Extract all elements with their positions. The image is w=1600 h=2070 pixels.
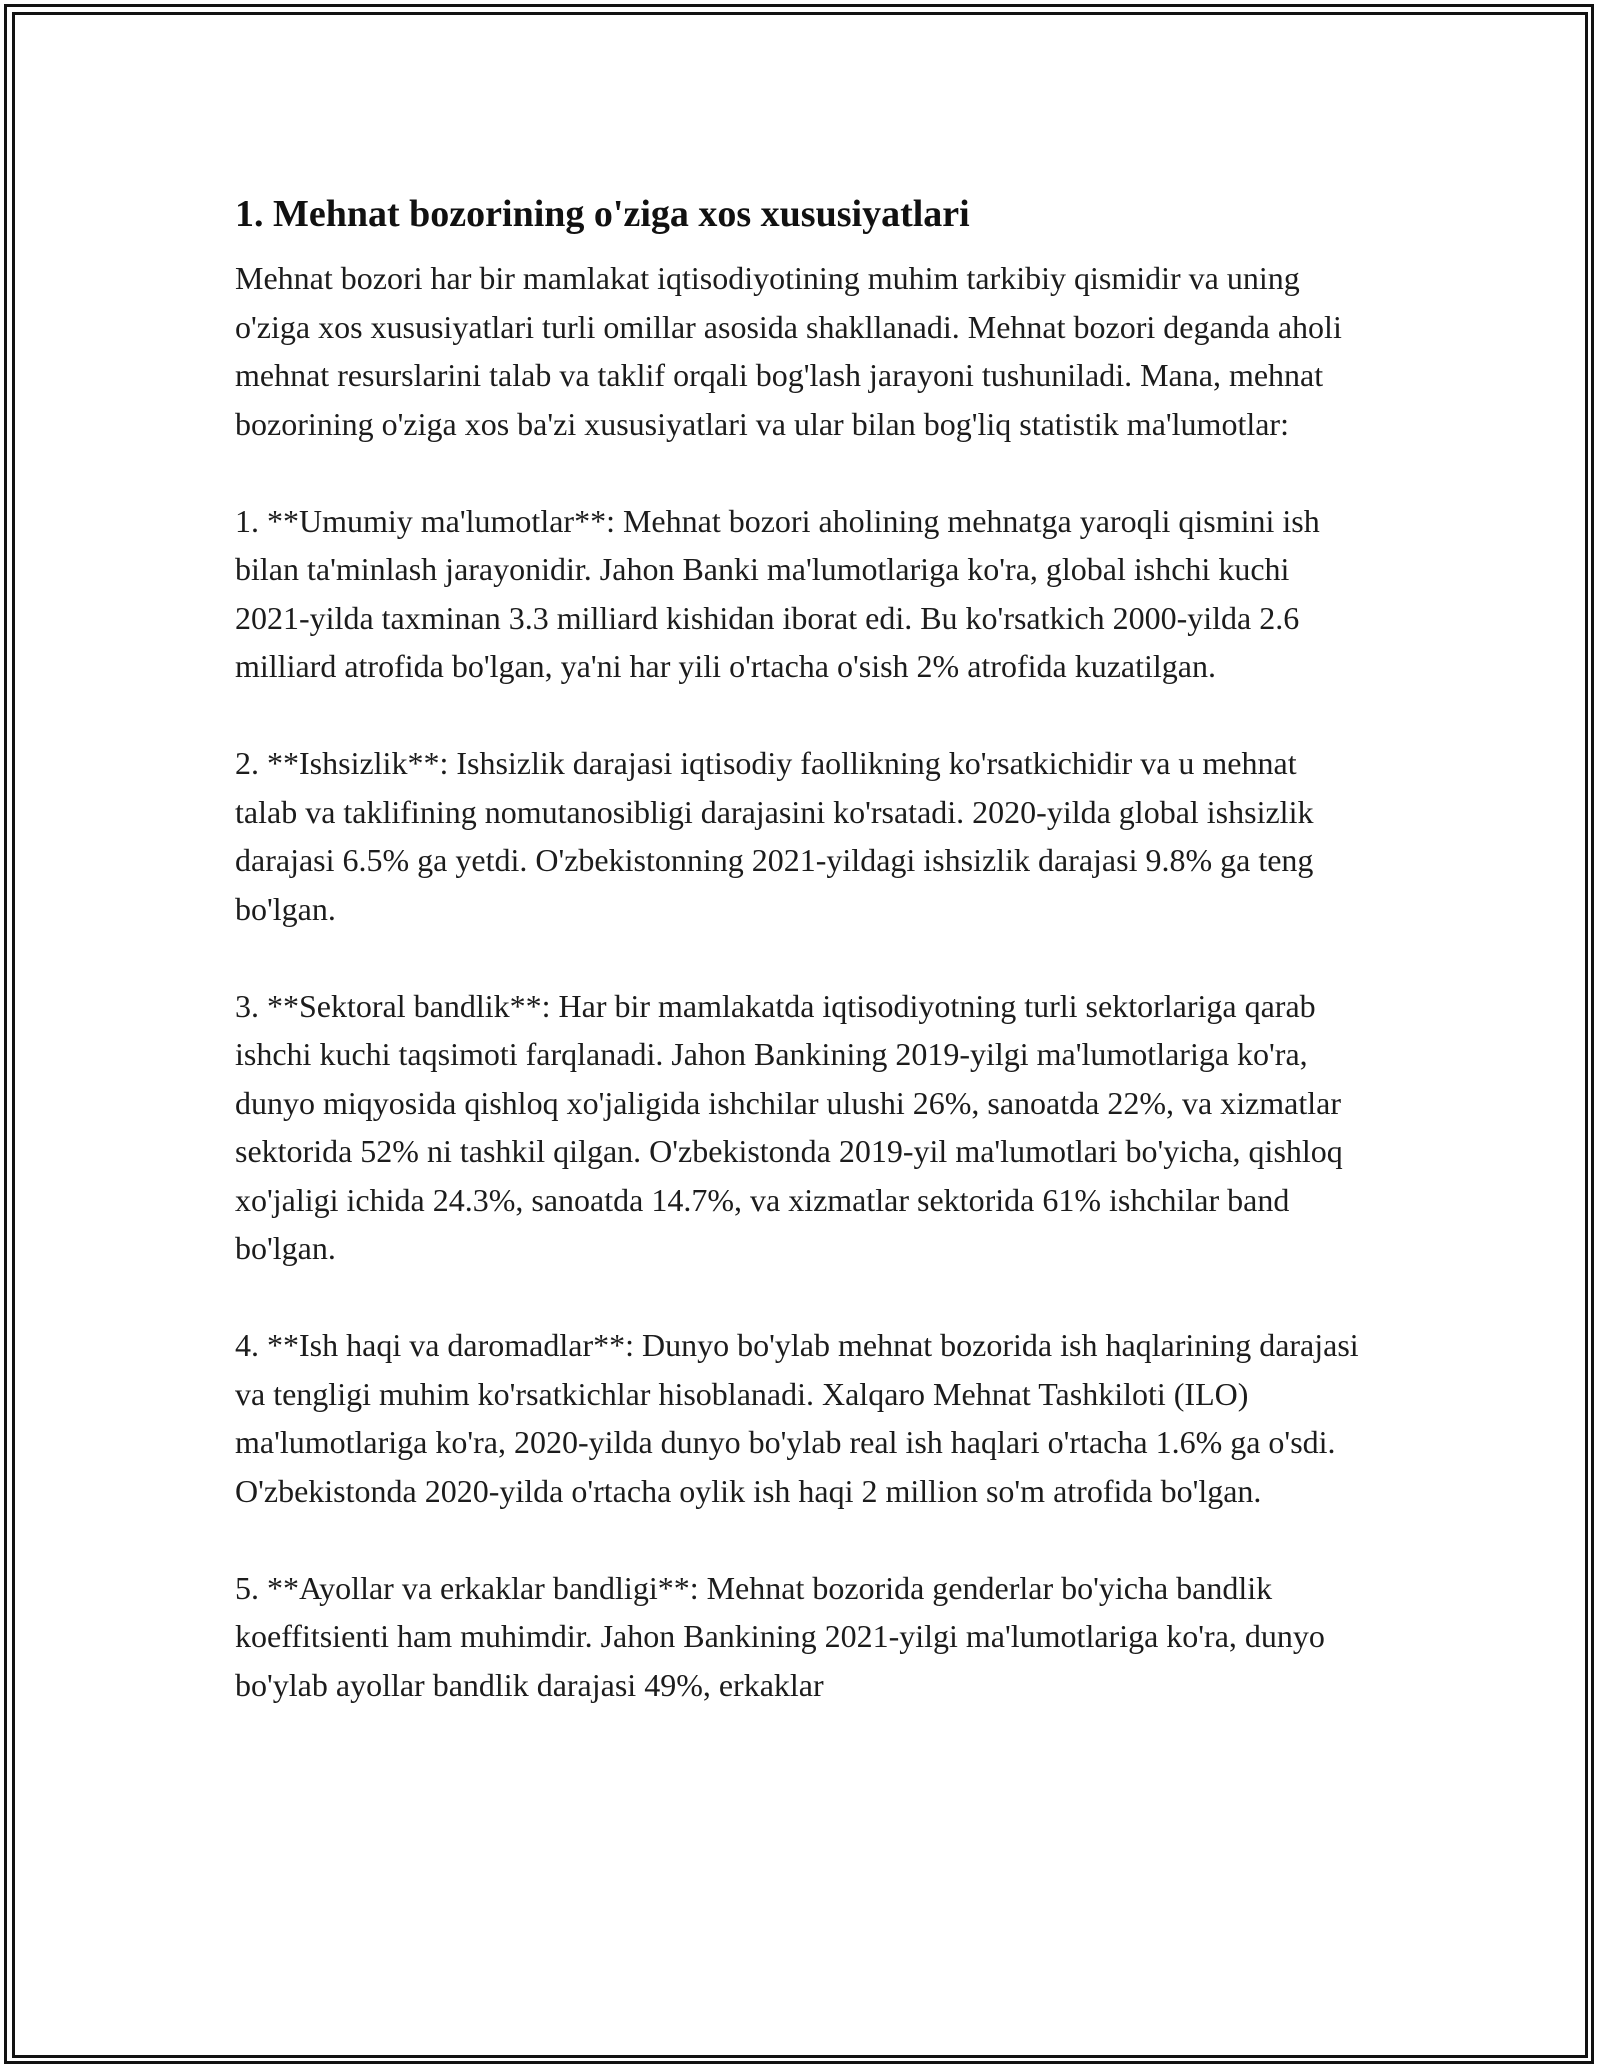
document-body: [235, 186, 1365, 1709]
paragraph-sectoral-employment: 3. **Sektoral bandlik**: Har bir mamlakatda iqtisodiyotning turli sektorlariga qarab ishchi kuchi taqsimoti farqlanadi. Jahon Bankining 2019-yilgi ma'lumotlariga ko'ra, dunyo miqyosida qishloq xo'jaligida ishchilar ulushi 26%, sanoatda 22%, va xizmatlar sektorida 52% ni tashkil qilgan. O'zbekistonda 2019-yil ma'lumotlari bo'yicha, qishloq xo'jaligi ichida 24.3%, sanoatda 14.7%, va xizmatlar sektorida 61% ishchilar band bo'lgan.: [235, 987, 1343, 1266]
document-title: 1. Mehnat bozorining o'ziga xos xususiyatlari: [235, 193, 970, 235]
paragraph-general-data: 1. **Umumiy ma'lumotlar**: Mehnat bozori aholining mehnatga yaroqli qismini ish bilan ta'minlash jarayonidir. Jahon Banki ma'lumotlariga ko'ra, global ishchi kuchi 2021-yilda taxminan 3.3 milliard kishidan iborat edi. Bu ko'rsatkich 2000-yilda 2.6 milliard atrofida bo'lgan, ya'ni har yili o'rtacha o'sish 2% atrofida kuzatilgan.: [235, 502, 1320, 684]
paragraph-gender-employment: 5. **Ayollar va erkaklar bandligi**: Mehnat bozorida genderlar bo'yicha bandlik koeffitsienti ham muhimdir. Jahon Bankining 2021-yilgi ma'lumotlariga ko'ra, dunyo bo'ylab ayollar bandlik darajasi 49%, erkaklar: [235, 1569, 1325, 1703]
paragraph-wages-income: 4. **Ish haqi va daromadlar**: Dunyo bo'ylab mehnat bozorida ish haqlarining darajasi va tengligi muhim ko'rsatkichlar hisoblanadi. Xalqaro Mehnat Tashkiloti (ILO) ma'lumotlariga ko'ra, 2020-yilda dunyo bo'ylab real ish haqlari o'rtacha 1.6% ga o'sdi. O'zbekistonda 2020-yilda o'rtacha oylik ish haqi 2 million so'm atrofida bo'lgan.: [235, 1327, 1359, 1509]
intro-paragraph: Mehnat bozori har bir mamlakat iqtisodiyotining muhim tarkibiy qismidir va uning o'ziga xos xususiyatlari turli omillar asosida shakllanadi. Mehnat bozori deganda aholi mehnat resurslarini talab va taklif orqali bog'lash jarayoni tushuniladi. Mana, mehnat bozorining o'ziga xos ba'zi xususiyatlari va ular bilan bog'liq statistik ma'lumotlar:: [235, 260, 1342, 442]
paragraph-unemployment: 2. **Ishsizlik**: Ishsizlik darajasi iqtisodiy faollikning ko'rsatkichidir va u mehnat talab va taklifining nomutanosibligi darajasini ko'rsatadi. 2020-yilda global ishsizlik darajasi 6.5% ga yetdi. O'zbekistonning 2021-yildagi ishsizlik darajasi 9.8% ga teng bo'lgan.: [235, 745, 1314, 927]
